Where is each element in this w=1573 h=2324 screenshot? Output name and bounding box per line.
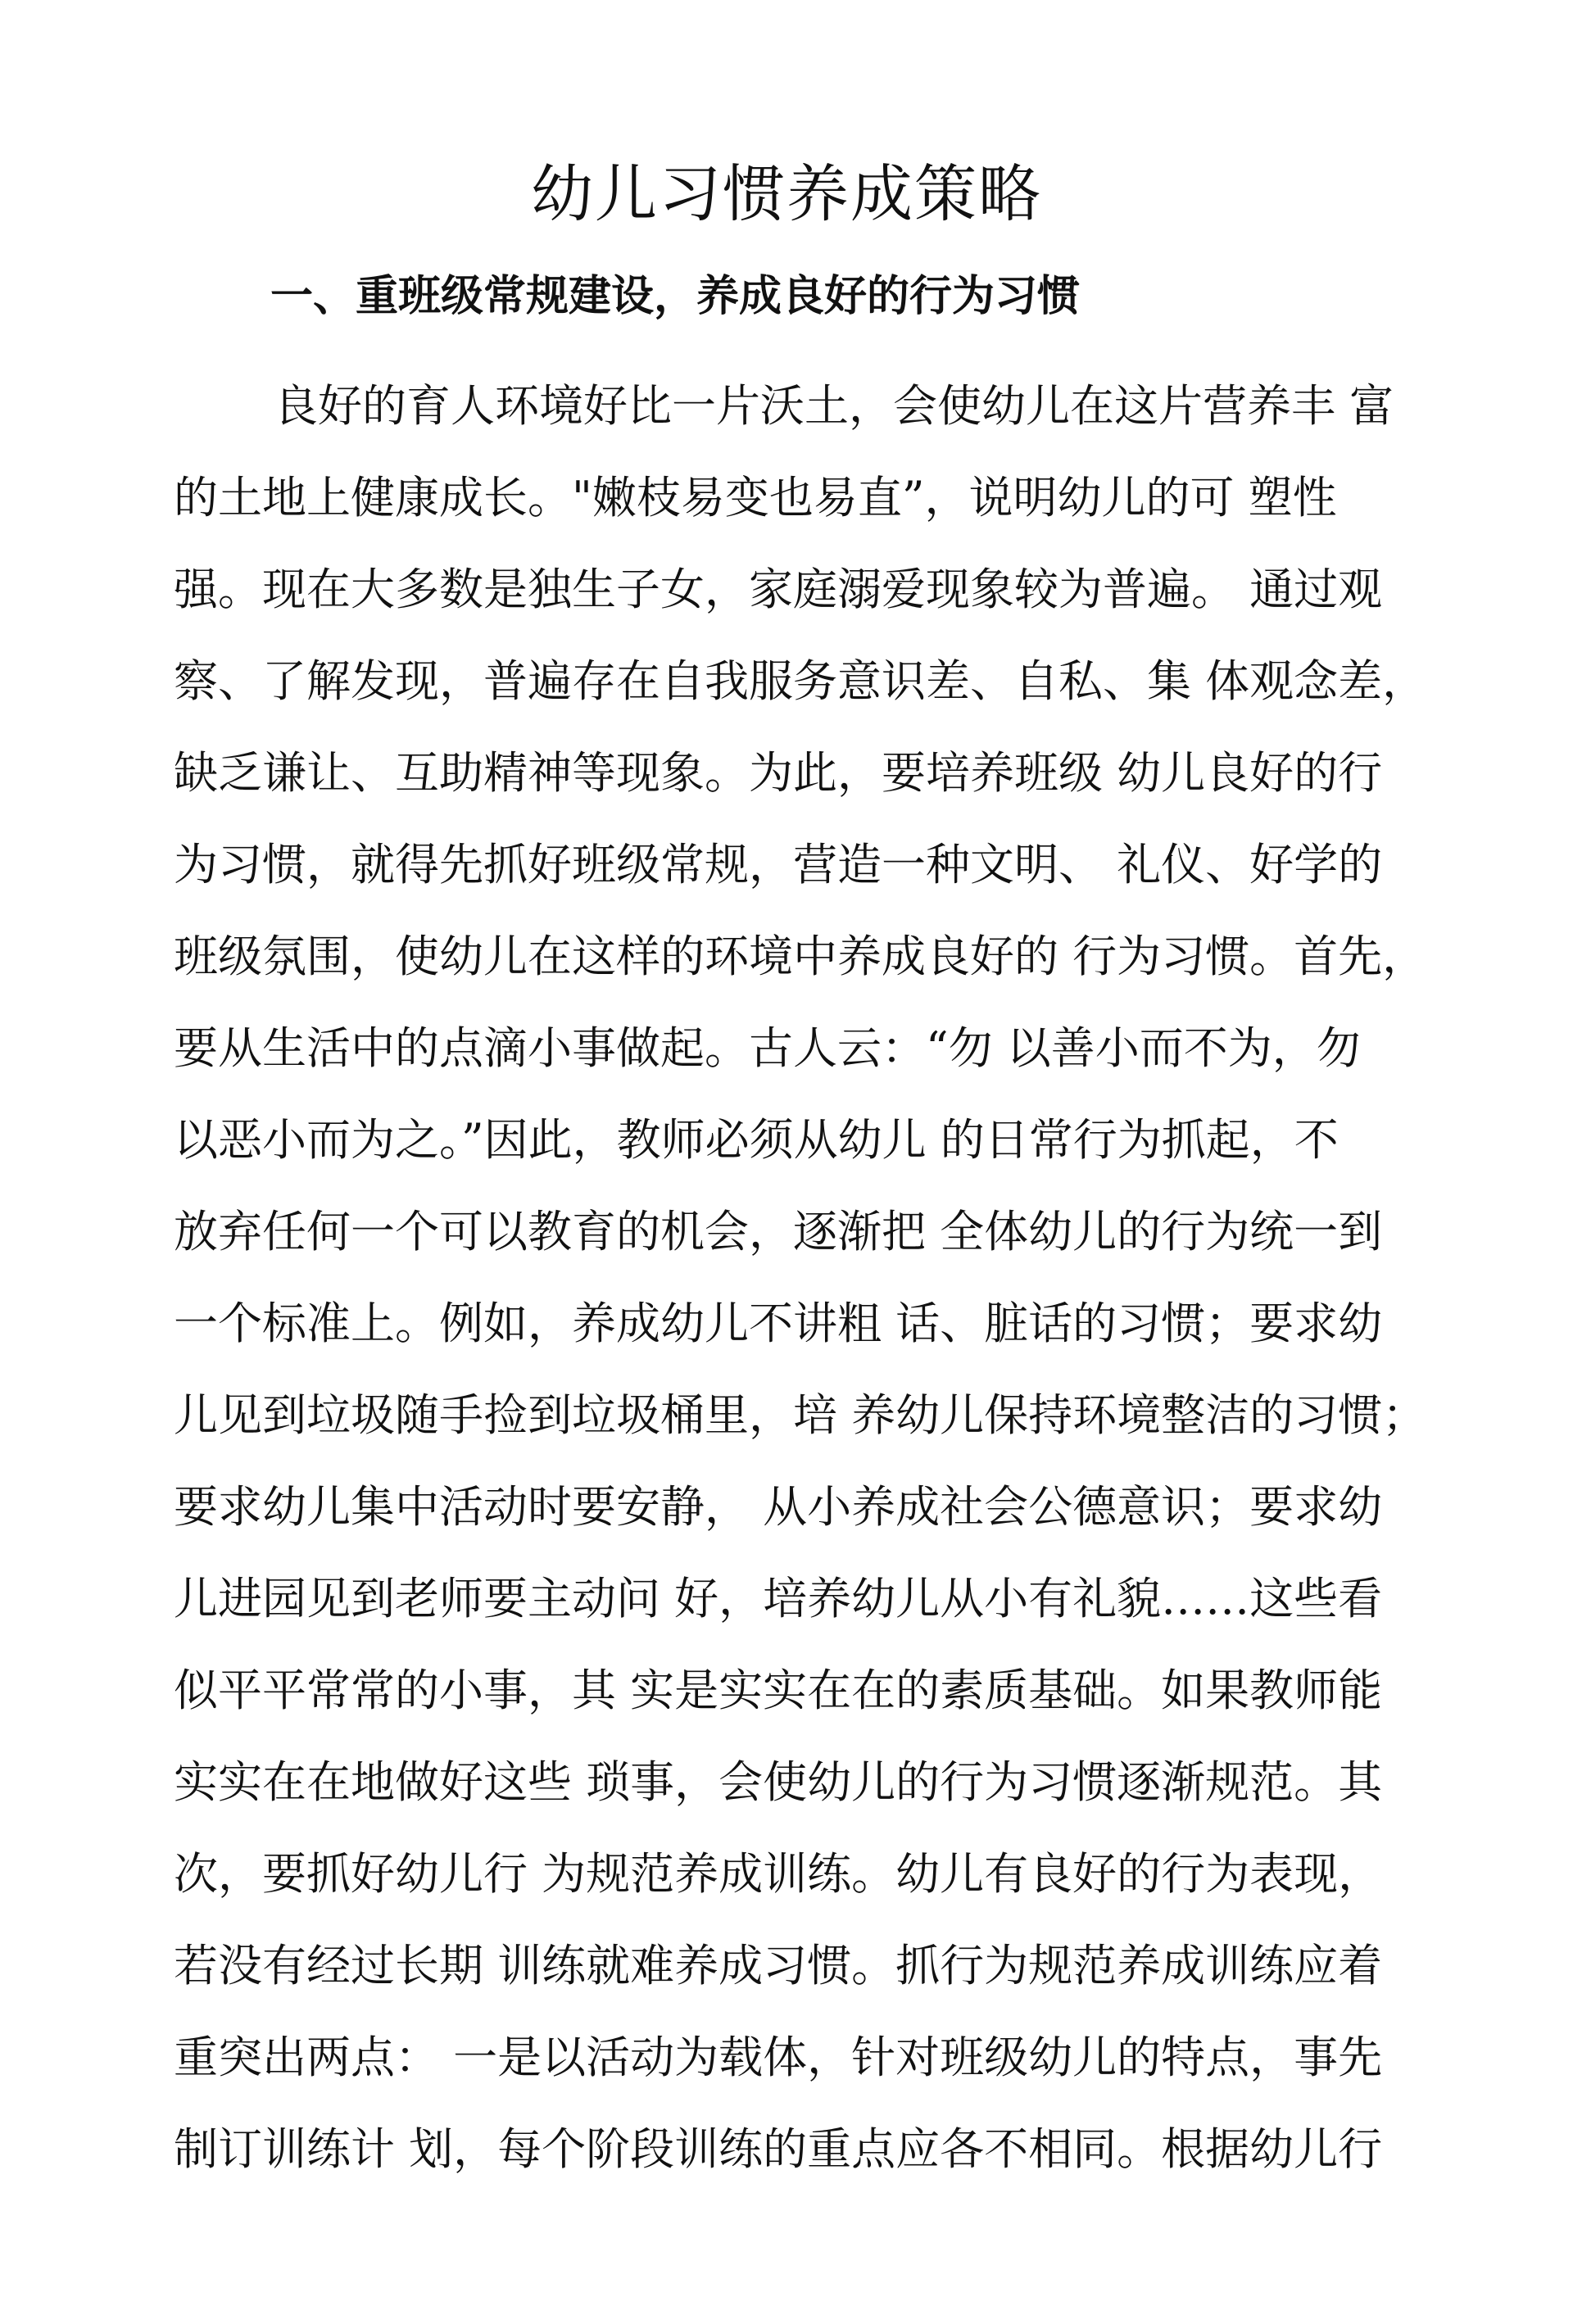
paragraph-line: 为习惯，就得先抓好班级常规，营造一种文明、 礼仪、好学的 [174, 839, 1383, 890]
paragraph-line: 强。现在大多数是独生子女，家庭溺爱现象较为普遍。 通过观 [174, 564, 1383, 615]
paragraph-line: 一个标准上。例如，养成幼儿不讲粗 话、脏话的习惯；要求幼 [174, 1298, 1383, 1349]
paragraph-line: 若没有经过长期 训练就难养成习惯。抓行为规范养成训练应着 [174, 1940, 1383, 1991]
paragraph-line: 似平平常常的小事，其 实是实实在在的素质基础。如果教师能 [174, 1665, 1383, 1716]
paragraph-line: 次，要抓好幼儿行 为规范养成训练。幼儿有良好的行为表现， [174, 1848, 1383, 1900]
paragraph-line: 儿见到垃圾随手捡到垃圾桶里，培 养幼儿保持环境整洁的习惯； [174, 1389, 1427, 1441]
paragraph-line: 儿进园见到老师要主动问 好，培养幼儿从小有礼貌……这些看 [174, 1573, 1383, 1624]
paragraph-line: 以恶小而为之。”因此，教师必须从幼儿 的日常行为抓起，不 [174, 1114, 1339, 1166]
paragraph-line: 察、了解发现，普遍存在自我服务意识差、自私、集 体观念差， [174, 655, 1427, 707]
paragraph-line: 制订训练计 划，每个阶段训练的重点应各不相同。根据幼儿行 [174, 2123, 1383, 2175]
paragraph-line: 要从生活中的点滴小事做起。古人云：“勿 以善小而不为，勿 [174, 1022, 1361, 1074]
body-paragraph [174, 360, 1452, 2195]
paragraph-line: 缺乏谦让、互助精神等现象。为此，要培养班级 幼儿良好的行 [174, 747, 1383, 799]
paragraph-line: 良好的育人环境好比一片沃土，会使幼儿在这片营养丰 富 [274, 380, 1394, 432]
section-heading: 一、重班级常规建设，养成良好的行为习惯 [270, 271, 1081, 321]
paragraph-line: 放弃任何一个可以教育的机会，逐渐把 全体幼儿的行为统一到 [174, 1206, 1383, 1257]
document-title: 幼儿习惯养成策略 [531, 157, 1042, 230]
paragraph-line: 要求幼儿集中活动时要安静， 从小养成社会公德意识；要求幼 [174, 1481, 1383, 1533]
paragraph-line: 重突出两点： 一是以活动为载体，针对班级幼儿的特点，事先 [174, 2032, 1383, 2083]
paragraph-line: 实实在在地做好这些 琐事，会使幼儿的行为习惯逐渐规范。其 [174, 1756, 1383, 1808]
paragraph-line: 班级氛围，使幼儿在这样的环境中养成良好的 行为习惯。首先， [174, 931, 1427, 982]
paragraph-line: 的土地上健康成长。"嫩枝易变也易直”，说明幼儿的可 塑性 [174, 472, 1337, 523]
